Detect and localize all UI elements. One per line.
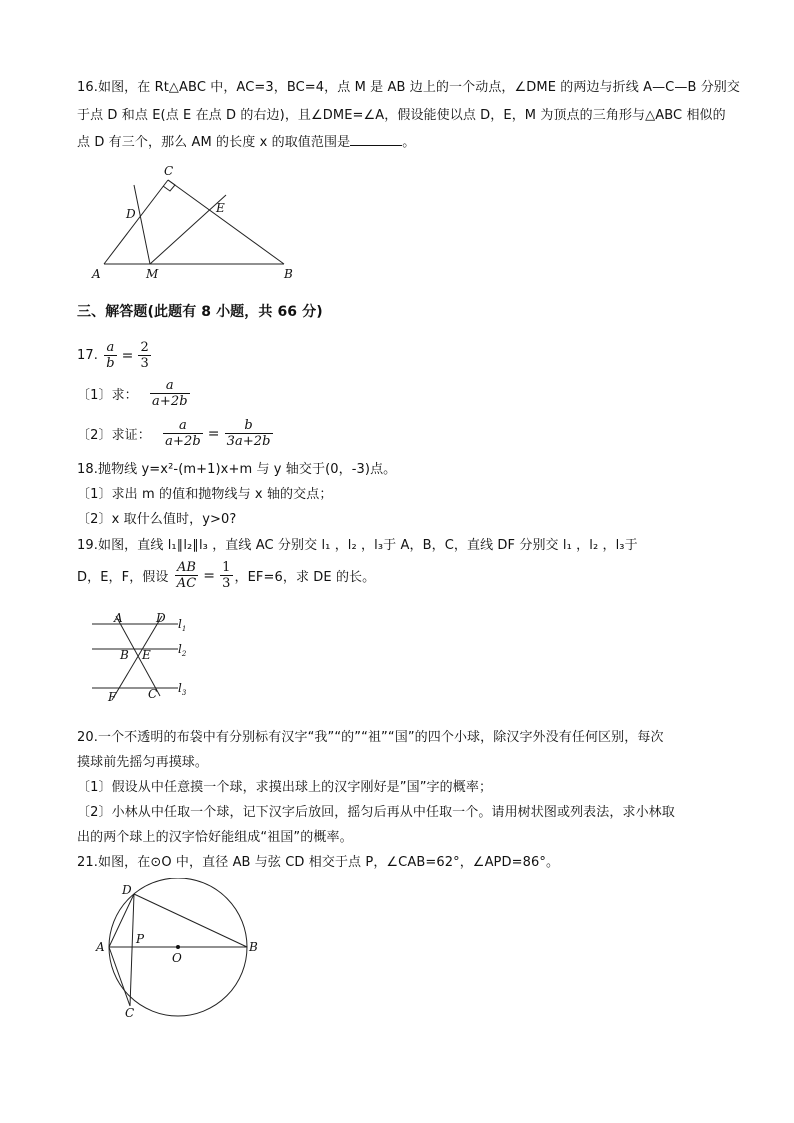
segment-dm — [134, 185, 150, 264]
equals-sign: = — [207, 425, 220, 442]
q16-line-3 — [77, 131, 415, 150]
q17-part-2-right-fraction — [225, 418, 273, 449]
label-c: C — [164, 164, 174, 178]
chord-cd — [130, 894, 134, 1006]
label-o: O — [172, 951, 182, 965]
q16-line-3-end: 。 — [402, 135, 416, 150]
q17-given-right — [138, 340, 150, 371]
q16-line-2: 于点 D 和点 E(点 E 在点 D 的右边)，且∠DME=∠A，假设能使以点 D，E，M 为顶点的三角形与△ABC 相似的 — [77, 108, 726, 123]
label-m: M — [146, 267, 159, 281]
fraction-denominator: AC — [176, 576, 197, 591]
fraction-denominator: b — [106, 356, 115, 371]
q17-part-2-label: 〔2〕求证： — [77, 428, 151, 443]
label-b: B — [120, 648, 129, 662]
q17-part-1-label: 〔1〕求： — [77, 388, 138, 403]
label-a: A — [92, 267, 101, 281]
fraction-numerator: 2 — [140, 340, 149, 355]
q19-line-2-end: ，EF=6，求 DE 的长。 — [234, 570, 376, 585]
q17-number: 17. — [77, 348, 98, 363]
label-e: E — [216, 201, 225, 215]
segment-ad — [109, 894, 134, 947]
fraction-numerator: a — [179, 418, 187, 433]
q21-circle-figure — [92, 878, 272, 1023]
q18-line-1: 18.抛物线 y=x²-(m+1)x+m 与 y 轴交于(0，-3)点。 — [77, 462, 397, 477]
section-3-heading: 三、解答题(此题有 8 小题，共 66 分) — [77, 304, 323, 320]
fraction-numerator: 1 — [222, 560, 231, 575]
q20-line-2: 摸球前先摇匀再摸球。 — [77, 755, 209, 770]
q20-line-3: 〔1〕假设从中任意摸一个球，求摸出球上的汉字刚好是”国”字的概率； — [77, 780, 493, 795]
label-d: D — [156, 611, 166, 625]
q18-line-2: 〔1〕求出 m 的值和抛物线与 x 轴的交点； — [77, 487, 333, 502]
fraction-numerator: a — [165, 378, 174, 393]
label-b: B — [249, 940, 258, 954]
segment-me — [150, 195, 226, 264]
q19-parallel-lines-figure — [86, 608, 196, 704]
q17-given — [77, 340, 153, 371]
fraction-numerator: a — [106, 340, 115, 355]
fraction-denominator: 3 — [140, 356, 149, 371]
q20-line-1: 20.一个不透明的布袋中有分别标有汉字“我”“的”“祖”“国”的四个小球，除汉字外没有任何区别，每次 — [77, 730, 664, 745]
q19-ratio-left — [175, 560, 199, 591]
label-e: E — [142, 648, 151, 662]
label-l3 — [178, 681, 187, 697]
label-d: D — [126, 207, 136, 221]
fraction-denominator: a+2b — [152, 394, 188, 409]
q17-part-1-fraction — [150, 378, 190, 409]
label-b: B — [284, 267, 293, 281]
label-a: A — [114, 611, 123, 625]
q19-ratio-right — [220, 560, 232, 591]
q18-line-3: 〔2〕x 取什么值时，y>0? — [77, 512, 237, 527]
segment-cb — [168, 180, 284, 264]
q16-triangle-figure — [88, 160, 308, 284]
q17-part-2-left-fraction — [163, 418, 203, 449]
answer-blank — [350, 134, 402, 146]
q16-line-1: 16.如图，在 Rt△ABC 中，AC=3，BC=4，点 M 是 AB 边上的一个动点，∠DME 的两边与折线 A—C—B 分别交 — [77, 80, 740, 95]
center-point — [176, 945, 180, 949]
label-l: l — [178, 617, 182, 631]
fraction-numerator: b — [244, 418, 253, 433]
label-f: F — [108, 690, 117, 704]
label-d: D — [122, 883, 132, 897]
equals-sign: = — [121, 347, 134, 364]
q20-line-4: 〔2〕小林从中任取一个球，记下汉字后放回，摇匀后再从中任取一个。请用树状图或列表法，求小林取 — [77, 805, 675, 820]
label-c: C — [125, 1006, 135, 1020]
fraction-denominator: 3a+2b — [226, 434, 271, 449]
label-l: l — [178, 681, 182, 695]
equals-sign: = — [203, 567, 216, 584]
q19-line-2 — [77, 560, 375, 591]
q16-line-3-text: 点 D 有三个，那么 AM 的长度 x 的取值范围是 — [77, 135, 351, 150]
fraction-denominator: a+2b — [165, 434, 201, 449]
label-l1 — [178, 617, 186, 633]
subscript: 1 — [181, 625, 187, 633]
q19-line-2-start: D，E，F，假设 — [77, 570, 169, 585]
q17-part-2 — [77, 418, 275, 449]
label-l: l — [178, 642, 182, 656]
label-p: P — [136, 932, 145, 946]
label-a: A — [96, 940, 105, 954]
label-c: C — [148, 687, 158, 701]
q17-given-left — [104, 340, 116, 371]
q17-part-1 — [77, 378, 192, 409]
segment-ac — [109, 947, 130, 1006]
q21-line-1: 21.如图，在⊙O 中，直径 AB 与弦 CD 相交于点 P，∠CAB=62°，∠APD=86°。 — [77, 855, 560, 870]
q19-line-1: 19.如图，直线 l₁∥l₂∥l₃ ，直线 AC 分别交 l₁ ，l₂ ，l₃于 A，B，C，直线 DF 分别交 l₁ ，l₂ ，l₃于 — [77, 538, 638, 553]
right-angle-mark — [163, 180, 175, 191]
subscript: 3 — [181, 689, 187, 697]
subscript: 2 — [181, 650, 187, 658]
q20-line-5: 出的两个球上的汉字恰好能组成“祖国”的概率。 — [77, 830, 353, 845]
fraction-numerator: AB — [176, 560, 197, 575]
label-l2 — [178, 642, 187, 658]
fraction-denominator: 3 — [222, 576, 231, 591]
